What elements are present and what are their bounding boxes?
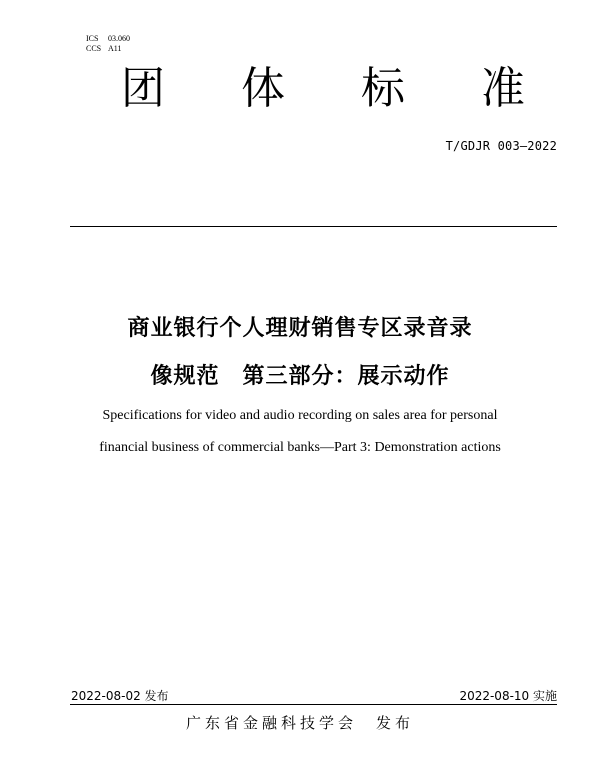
header-divider <box>70 226 557 227</box>
publisher: 广东省金融科技学会 发布 <box>185 714 414 732</box>
ccs-label: CCS <box>86 44 102 53</box>
release-date: 2022-08-02 发布 <box>71 689 169 703</box>
standard-type-char-2: 体 <box>241 63 285 114</box>
standard-type-heading <box>0 62 600 116</box>
standard-number: T/GDJR 003—2022 <box>445 139 557 153</box>
standard-type-char-4: 准 <box>481 63 525 114</box>
ics-label: ICS <box>86 34 99 43</box>
ccs-value: A11 <box>108 44 122 53</box>
title-cn-line-2: 像规范 第三部分：展示动作 <box>150 364 450 389</box>
ics-row <box>86 34 130 44</box>
standard-type-char-3: 标 <box>361 63 405 114</box>
ccs-row <box>86 44 130 54</box>
title-cn-line-1: 商业银行个人理财销售专区录音录 <box>127 316 473 341</box>
classification-codes <box>86 34 130 54</box>
implementation-date: 2022-08-10 实施 <box>459 689 557 703</box>
title-en-line-2: financial business of commercial banks—Part 3: Demonstration actions <box>99 440 501 455</box>
title-en-line-1: Specifications for video and audio recording on sales area for personal <box>102 408 498 423</box>
footer-divider <box>70 704 557 705</box>
ics-value: 03.060 <box>108 34 130 43</box>
standard-type-char-1: 团 <box>121 63 165 114</box>
